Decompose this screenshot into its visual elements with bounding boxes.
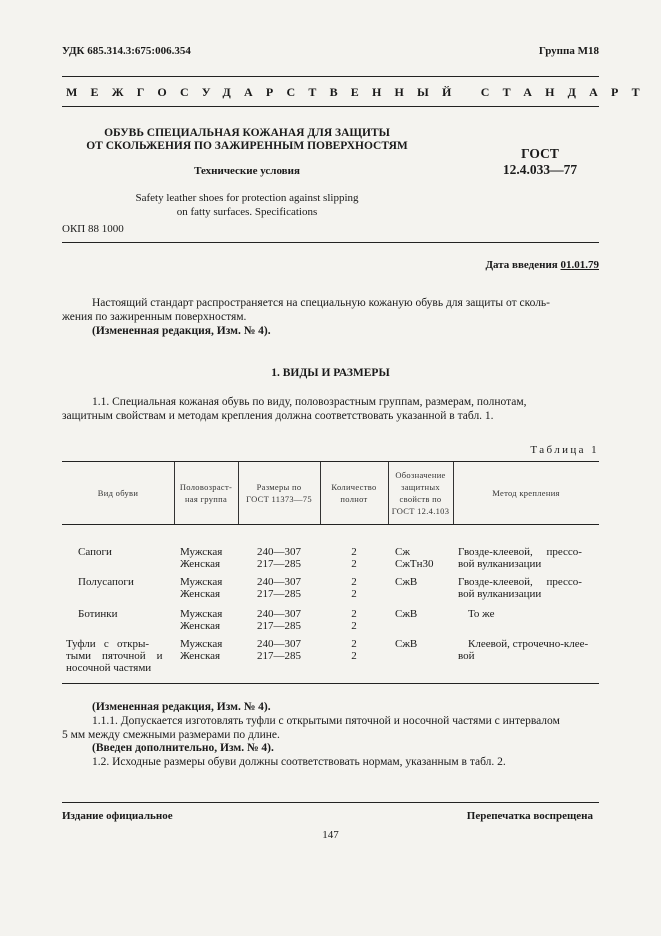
row-size-male: 240—307 xyxy=(257,546,301,558)
intro-date-value: 01.01.79 xyxy=(560,259,599,271)
row-count-male: 2 xyxy=(351,638,357,650)
table-header-mark-l1: Обозначение xyxy=(395,470,446,480)
row-group-female: Женская xyxy=(180,650,221,662)
row-size-male: 240—307 xyxy=(257,576,301,588)
row-type-l2: тыми пяточной и xyxy=(66,650,163,662)
row-type-l3: носочной частями xyxy=(66,662,152,674)
paragraph-1-1-1 xyxy=(62,714,599,742)
intro-amendment: (Измененная редакция, Изм. № 4). xyxy=(92,325,271,337)
row-size-male: 240—307 xyxy=(257,608,301,620)
row-type: Сапоги xyxy=(78,546,112,558)
table-top-rule xyxy=(62,461,599,462)
okp-code: ОКП 88 1000 xyxy=(62,223,124,235)
row-group-male: Мужская xyxy=(180,576,223,588)
row-mark-1: СжВ xyxy=(395,608,418,620)
row-size-female: 217—285 xyxy=(257,588,301,600)
row-method-2: вой xyxy=(458,650,475,662)
table-bottom-rule xyxy=(62,683,599,684)
row-group-male: Мужская xyxy=(180,638,223,650)
title-line-2: ОТ СКОЛЬЖЕНИЯ ПО ЗАЖИРЕННЫМ ПОВЕРХНОСТЯМ xyxy=(86,140,408,152)
intro-line-2: жения по зажиренным поверхностям. xyxy=(62,311,247,323)
udk-code: УДК 685.314.3:675:006.354 xyxy=(62,45,191,57)
title-line-1: ОБУВЬ СПЕЦИАЛЬНАЯ КОЖАНАЯ ДЛЯ ЗАЩИТЫ xyxy=(104,127,390,139)
table-label: Таблица 1 xyxy=(530,444,599,456)
row-group-female: Женская xyxy=(180,620,221,632)
table-header-type: Вид обуви xyxy=(97,488,139,498)
footer-rule xyxy=(62,802,599,803)
added-amendment: (Введен дополнительно, Изм. № 4). xyxy=(92,742,274,754)
reprint-prohibited: Перепечатка воспрещена xyxy=(466,810,593,822)
title-rule xyxy=(62,242,599,243)
english-title-line-1: Safety leather shoes for protection against slipping xyxy=(135,192,359,204)
intro-line-1: Настоящий стандарт распространяется на специальную кожаную обувь для защиты от сколь- xyxy=(92,297,551,309)
table-header-count xyxy=(320,481,388,505)
english-title-line-2: on fatty surfaces. Specifications xyxy=(176,206,318,218)
row-group-female: Женская xyxy=(180,588,221,600)
page-number: 147 xyxy=(322,829,339,841)
row-group-female: Женская xyxy=(180,558,221,570)
row-group-male: Мужская xyxy=(180,546,223,558)
row-count-male: 2 xyxy=(351,576,357,588)
row-type-l1: Туфли с откры- xyxy=(66,638,150,650)
row-count-male: 2 xyxy=(351,608,357,620)
paragraph-1-2: 1.2. Исходные размеры обуви должны соответствовать нормам, указанным в табл. 2. xyxy=(92,756,506,768)
row-size-male: 240—307 xyxy=(257,638,301,650)
row-size-female: 217—285 xyxy=(257,650,301,662)
table-header-mark-l4: ГОСТ 12.4.103 xyxy=(391,506,450,516)
interstate-standard-heading: МЕЖГОСУДАРСТВЕННЫЙ СТАНДАРТ xyxy=(66,85,653,99)
header-rule-bottom xyxy=(62,106,599,107)
gost-number: 12.4.033—77 xyxy=(502,162,578,177)
row-group-male: Мужская xyxy=(180,608,223,620)
table-header-mark-l3: свойств по xyxy=(399,494,442,504)
table-header-count-l1: Количество xyxy=(331,482,377,492)
paragraph-1-1-1-line-2: 5 мм между смежными размерами по длине. xyxy=(62,729,280,741)
row-method-2: вой вулканизации xyxy=(458,588,542,600)
table-header-method: Метод крепления xyxy=(492,488,560,498)
intro-date-label: Дата введения xyxy=(485,259,561,271)
row-size-female: 217—285 xyxy=(257,558,301,570)
section-1-line-2: защитным свойствам и методам крепления должна соответствовать указанной в табл. 1. xyxy=(62,410,494,422)
paragraph-1-1-1-line-1: 1.1.1. Допускается изготовлять туфли с открытыми пяточной и носочной частями с интервалом xyxy=(92,715,560,727)
section-1-line-1: 1.1. Специальная кожаная обувь по виду, половозрастным группам, размерам, полнотам, xyxy=(92,396,527,408)
english-title xyxy=(62,191,432,219)
row-type: Полусапоги xyxy=(78,576,134,588)
row-type: Ботинки xyxy=(78,608,118,620)
row-method-1: Клеевой, строчечно-клее- xyxy=(468,638,589,650)
row-size-female: 217—285 xyxy=(257,620,301,632)
section-1-heading: 1. ВИДЫ И РАЗМЕРЫ xyxy=(271,367,390,379)
table-header-group xyxy=(174,481,238,505)
table-header-sizes xyxy=(238,481,320,505)
intro-date xyxy=(485,259,599,271)
gost-label: ГОСТ xyxy=(521,146,559,161)
table-amendment: (Измененная редакция, Изм. № 4). xyxy=(92,701,271,713)
row-count-female: 2 xyxy=(351,620,357,632)
table-header-sizes-l2: ГОСТ 11373—75 xyxy=(246,494,312,504)
row-count-female: 2 xyxy=(351,588,357,600)
document-title xyxy=(62,127,432,153)
row-count-female: 2 xyxy=(351,650,357,662)
row-count-male: 2 xyxy=(351,546,357,558)
document-subtitle: Технические условия xyxy=(194,165,300,177)
official-edition: Издание официальное xyxy=(62,810,173,822)
gost-designation xyxy=(480,146,600,178)
row-method-2: вой вулканизации xyxy=(458,558,542,570)
header-rule-top xyxy=(62,76,599,77)
intro-paragraph xyxy=(62,296,599,338)
row-mark-1: Сж xyxy=(395,546,410,558)
row-mark-1: СжВ xyxy=(395,638,418,650)
table-header-group-l1: Половозраст- xyxy=(179,482,233,492)
table-header-mark xyxy=(388,469,453,517)
section-1-paragraph xyxy=(62,395,599,423)
table-header-group-l2: ная группа xyxy=(184,494,228,504)
row-method-1: Гвозде-клеевой, прессо- xyxy=(458,576,582,588)
table-header-sizes-l1: Размеры по xyxy=(256,482,302,492)
table-header-count-l2: полнот xyxy=(340,494,368,504)
row-mark-1: СжВ xyxy=(395,576,418,588)
row-method-1: То же xyxy=(468,608,495,620)
row-mark-2: СжТн30 xyxy=(395,558,434,570)
row-count-female: 2 xyxy=(351,558,357,570)
group-code: Группа М18 xyxy=(538,45,599,57)
table-header-mark-l2: защитных xyxy=(401,482,440,492)
row-method-1: Гвозде-клеевой, прессо- xyxy=(458,546,582,558)
table-header-rule xyxy=(62,524,599,525)
